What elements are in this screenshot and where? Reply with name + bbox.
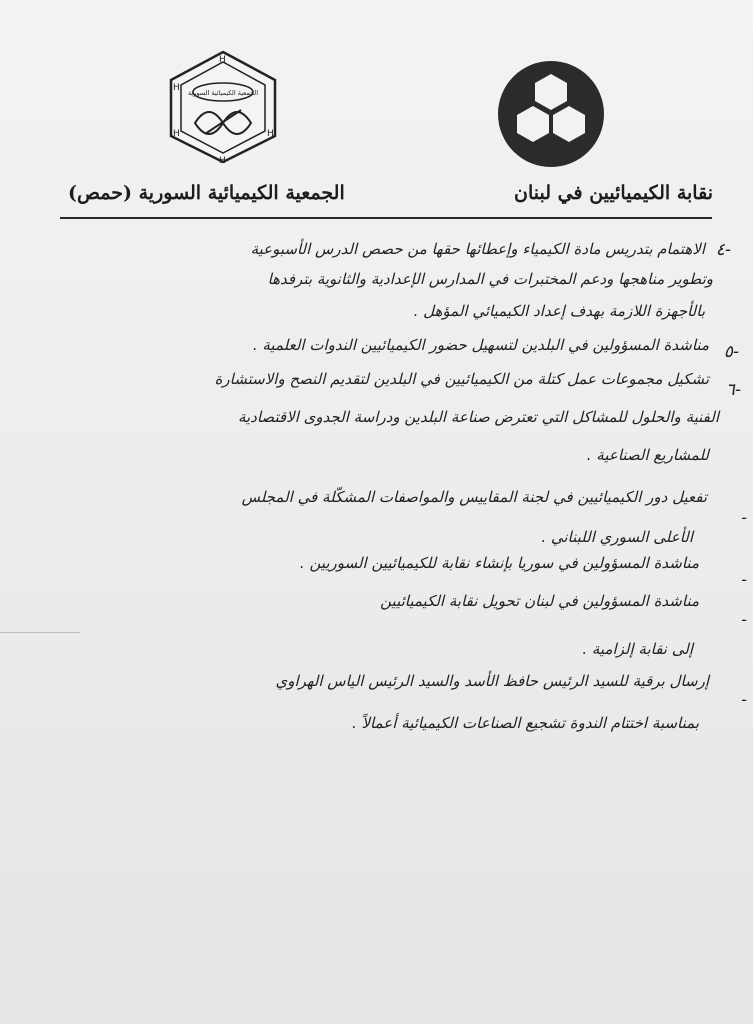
item-line: وتطوير مناهجها ودعم المختبرات في المدارس الإعدادية والثانوية بترفدها [267,270,713,288]
lebanon-chemists-syndicate-title: نقابة الكيميائيين في لبنان [514,182,713,204]
seal-letter-top: H [219,55,226,65]
seal-text: الجمعية الكيميائية السورية [187,89,259,97]
seal-letter-right: H [267,129,274,139]
item-marker: - [741,508,747,527]
item-line: إلى نقابة إلزامية . [582,640,693,658]
header-divider [60,217,712,219]
item-marker: - [741,690,747,709]
item-marker: ٦- [725,380,741,400]
item-line: الفنية والحلول للمشاكل التي تعترض صناعة البلدين ودراسة الجدوى الاقتصادية [237,408,719,426]
item-line: مناشدة المسؤولين في سوريا بإنشاء نقابة للكيميائيين السوريين . [299,554,699,572]
item-line: الاهتمام بتدريس مادة الكيمياء وإعطائها حقها من حصص الدرس الأسبوعية [250,240,705,258]
item-marker: - [741,570,747,589]
item-line: بمناسبة اختتام الندوة تشجيع الصناعات الكيميائية أعمالاً . [351,714,699,732]
chemists-syndicate-logo-icon [497,60,605,168]
item-line: مناشدة المسؤولين في لبنان تحويل نقابة الكيميائيين [380,592,699,610]
item-marker: ٤- [715,240,731,260]
item-marker: - [741,610,747,629]
item-line: تشكيل مجموعات عمل كتلة من الكيميائيين في البلدين لتقديم النصح والاستشارة [214,370,709,388]
seal-letter-bottom-left: H [173,129,180,139]
item-line: تفعيل دور الكيميائيين في لجنة المقاييس والمواصفات المشكّلة في المجلس [241,488,707,506]
item-line: مناشدة المسؤولين في البلدين لتسهيل حضور الكيميائيين الندوات العلمية . [252,336,709,354]
item-marker: ٥- [723,342,739,362]
item-line: للمشاريع الصناعية . [586,446,709,464]
seal-letter-bottom: H [219,156,226,166]
syrian-chemical-society-title: الجمعية الكيميائية السورية (حمص) [68,182,345,204]
item-line: بالأجهزة اللازمة بهدف إعداد الكيميائي المؤهل . [413,302,705,320]
item-line: الأعلى السوري اللبناني . [541,528,693,546]
chemical-society-seal-icon [165,48,281,166]
paper-fold-line [0,632,80,633]
item-line: إرسال برقية للسيد الرئيس حافظ الأسد والسيد الرئيس الياس الهراوي [275,672,709,690]
seal-letter-left: H [173,83,180,93]
